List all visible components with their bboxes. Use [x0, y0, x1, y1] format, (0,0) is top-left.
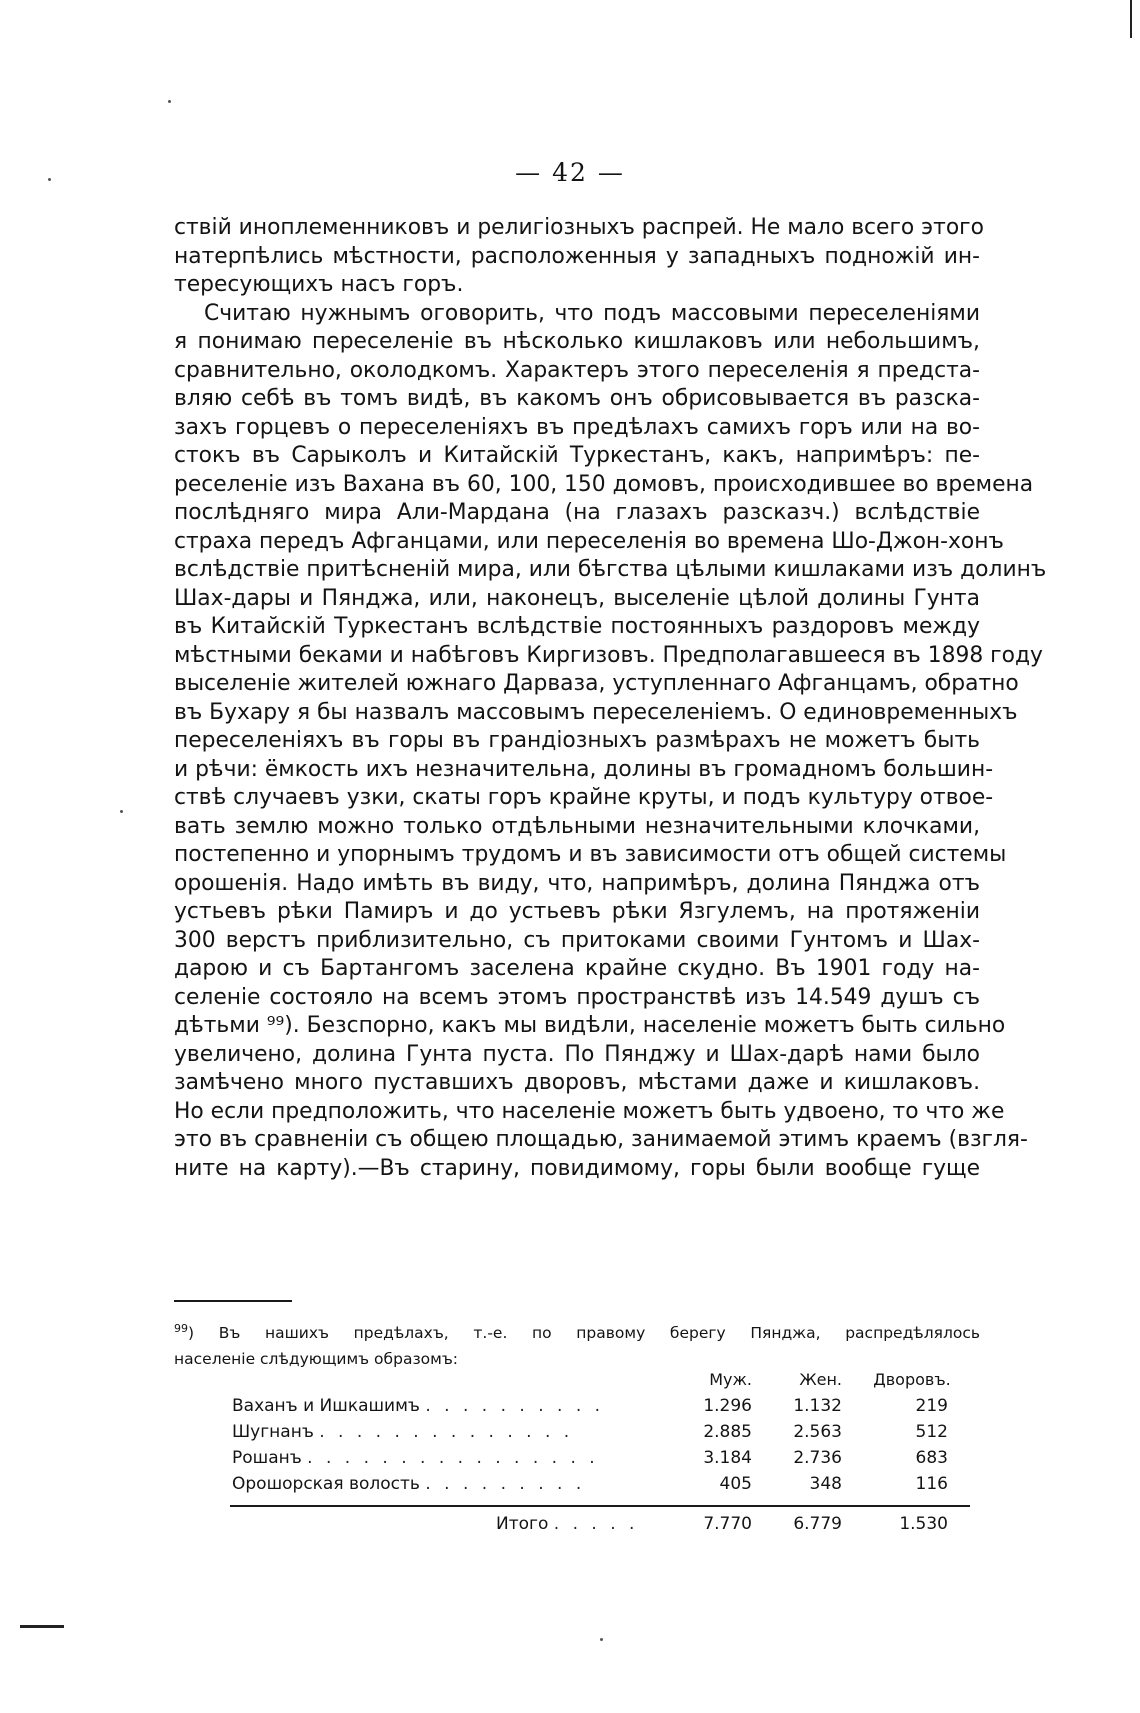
speck: [168, 100, 171, 103]
total-separator: [230, 1505, 970, 1507]
table-row: [232, 1448, 992, 1474]
row-households: 512: [915, 1422, 948, 1442]
text-line: вать землю можно только отдѣльными незначительными клочками,: [174, 813, 980, 839]
margin-mark: [20, 1625, 64, 1628]
text-line: орошенія. Надо имѣть въ виду, что, напримѣръ, долина Пянджа отъ: [174, 870, 980, 896]
text-line: ствій иноплеменниковъ и религіозныхъ распрей. Не мало всего этого: [174, 215, 984, 240]
text-line: переселеніяхъ въ горы въ грандіозныхъ размѣрахъ не можетъ быть: [174, 728, 980, 753]
table-header-row: [232, 1370, 992, 1396]
text-line: стокъ въ Сарыколъ и Китайскій Туркестанъ, какъ, напримѣръ: пе-: [174, 443, 980, 468]
text-line: тересующихъ насъ горъ.: [174, 272, 464, 297]
page-number: — 42 —: [515, 158, 625, 187]
row-women: 2.736: [793, 1448, 842, 1468]
population-table: [232, 1370, 992, 1500]
scan-edge-mark: [1130, 0, 1132, 38]
header-households: Дворовъ.: [873, 1370, 951, 1389]
row-name: Орошорская волость . . . . . . . . .: [232, 1474, 586, 1494]
speck: [120, 810, 123, 813]
footnote-separator: [174, 1300, 292, 1302]
row-households: 116: [915, 1474, 948, 1494]
row-men: 1.296: [703, 1396, 752, 1416]
text-line: выселеніе жителей южнаго Дарваза, уступленнаго Афганцамъ, обратно: [174, 671, 1019, 696]
total-men: 7.770: [703, 1514, 752, 1534]
text-line: страха передъ Афганцами, или переселенія во времена Шо-Джон-хонъ: [174, 528, 1004, 554]
text-line: реселеніе изъ Вахана въ 60, 100, 150 домовъ, происходившее во времена: [174, 471, 1034, 497]
footnote-mark: 99: [174, 1321, 188, 1335]
text-line: дѣтьми ⁹⁹). Безспорно, какъ мы видѣли, населеніе можетъ быть сильно: [174, 1013, 1006, 1038]
text-line: ствѣ случаевъ узки, скаты горъ крайне круты, и подъ культуру отвое-: [174, 785, 994, 810]
table-total-row: [232, 1514, 992, 1540]
text-line: селеніе состояло на всемъ этомъ пространствѣ изъ 14.549 душъ съ: [174, 984, 980, 1010]
table-body: [232, 1396, 992, 1500]
text-line: сравнительно, околодкомъ. Характеръ этого переселенія я предста-: [174, 357, 980, 383]
text-line: Считаю нужнымъ оговорить, что подъ массовыми переселеніями: [204, 300, 980, 326]
text-line: Шах-дары и Пянджа, или, наконецъ, выселеніе цѣлой долины Гунта: [174, 585, 980, 611]
row-women: 348: [809, 1474, 842, 1494]
text-line: 300 верстъ приблизительно, съ притоками своими Гунтомъ и Шах-: [174, 927, 980, 953]
row-households: 219: [915, 1396, 948, 1416]
table-row: [232, 1422, 992, 1448]
footnote-line-2: населеніе слѣдующимъ образомъ:: [174, 1350, 459, 1368]
text-line: натерпѣлись мѣстности, расположенныя у западныхъ подножій ин-: [174, 243, 980, 269]
text-line: дарою и съ Бартангомъ заселена крайне скудно. Въ 1901 году на-: [174, 956, 980, 981]
text-line: это въ сравненіи съ общею площадью, занимаемой этимъ краемъ (взгля-: [174, 1127, 1028, 1152]
main-text: [174, 214, 1047, 1183]
total-women: 6.779: [793, 1514, 842, 1534]
speck: [600, 1638, 603, 1641]
table-row: [232, 1474, 992, 1500]
row-name: Рошанъ . . . . . . . . . . . . . . . .: [232, 1448, 599, 1468]
text-line: Но если предположить, что населеніе можетъ быть удвоено, то что же: [174, 1098, 1005, 1124]
text-line: захъ горцевъ о переселеніяхъ въ предѣлахъ самихъ горъ или на во-: [174, 414, 980, 440]
footnote-line-1: $^{99}$) Въ нашихъ предѣлахъ, т.-е. по правому берегу Пянджа, распредѣлялось: [174, 1321, 980, 1342]
text-line: въ Китайскій Туркестанъ вслѣдствіе постоянныхъ раздоровъ между: [174, 614, 980, 639]
text-line: устьевъ рѣки Памиръ и до устьевъ рѣки Язгулемъ, на протяженіи: [174, 899, 980, 924]
row-men: 3.184: [703, 1448, 752, 1468]
row-households: 683: [915, 1448, 948, 1468]
text-line: ните на карту).—Въ старину, повидимому, горы были вообще гуще: [174, 1155, 980, 1181]
header-women: Жен.: [799, 1370, 842, 1389]
footnote: [174, 1320, 980, 1372]
text-line: увеличено, долина Гунта пуста. По Пянджу и Шах-дарѣ нами было: [174, 1041, 980, 1067]
text-line: я понимаю переселеніе въ нѣсколько кишлаковъ или небольшимъ,: [174, 329, 980, 354]
row-women: 2.563: [793, 1422, 842, 1442]
row-men: 405: [719, 1474, 752, 1494]
text-line: и рѣчи: ёмкость ихъ незначительна, долины въ громадномъ большин-: [174, 756, 994, 782]
table-row: [232, 1396, 992, 1422]
text-line: вляю себѣ въ томъ видѣ, въ какомъ онъ обрисовывается въ разска-: [174, 386, 980, 411]
text-line: послѣдняго мира Али-Мардана (на глазахъ разсказч.) вслѣдствіе: [174, 500, 980, 525]
text-line: замѣчено много пуставшихъ дворовъ, мѣстами даже и кишлаковъ.: [174, 1070, 980, 1095]
text-line: вслѣдствіе притѣсненій мира, или бѣгства цѣлыми кишлаками изъ долинъ: [174, 557, 1047, 582]
total-households: 1.530: [899, 1514, 948, 1534]
row-men: 2.885: [703, 1422, 752, 1442]
row-name: Ваханъ и Ишкашимъ . . . . . . . . . .: [232, 1396, 605, 1416]
text-line: въ Бухару я бы назвалъ массовымъ переселеніемъ. О единовременныхъ: [174, 699, 1018, 725]
text-line: мѣстными беками и набѣговъ Киргизовъ. Предполагавшееся въ 1898 году: [174, 642, 1043, 668]
text-line: постепенно и упорнымъ трудомъ и въ зависимости отъ общей системы: [174, 842, 1007, 867]
total-label: Итого . . . . .: [496, 1514, 639, 1534]
header-men: Муж.: [709, 1370, 752, 1389]
row-women: 1.132: [793, 1396, 842, 1416]
row-name: Шугнанъ . . . . . . . . . . . . . .: [232, 1422, 574, 1442]
